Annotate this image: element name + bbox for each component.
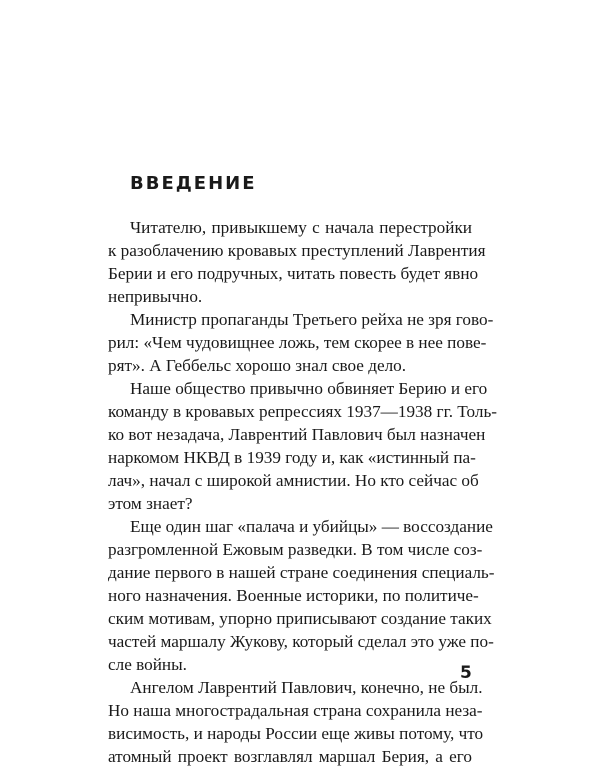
text-line: сле войны. <box>108 655 187 674</box>
text-line: непривычно. <box>108 287 203 306</box>
paragraph-2 <box>108 308 494 377</box>
text-line: атомный проект возглавлял маршал Берия, а его <box>108 747 472 766</box>
text-line: дание первого в нашей стране соединения специаль- <box>108 563 495 582</box>
text-line: Наше общество привычно обвиняет Берию и его <box>130 379 488 398</box>
text-line: Берии и его подручных, читать повесть будет явно <box>108 264 479 283</box>
text-line: ским мотивам, упорно приписывают создание таких <box>108 609 492 628</box>
text-line: разгромленной Ежовым разведки. В том числе соз- <box>108 540 483 559</box>
text-line: Читателю, привыкшему с начала перестройки <box>130 218 472 237</box>
paragraph-3 <box>108 377 498 515</box>
page-number: 5 <box>460 663 472 683</box>
text-line: ко вот незадача, Лаврентий Павлович был назначен <box>108 425 486 444</box>
text-line: Ангелом Лаврентий Павлович, конечно, не был. <box>130 678 483 697</box>
text-line: лач», начал с широкой амнистии. Но кто сейчас об <box>108 471 479 490</box>
text-line: к разоблачению кровавых преступлений Лаврентия <box>108 241 486 260</box>
text-line: частей маршалу Жукову, который сделал это уже по- <box>108 632 494 651</box>
text-line: ного назначения. Военные историки, по политиче- <box>108 586 479 605</box>
text-line: висимость, и народы России еще живы потому, что <box>108 724 484 743</box>
body-text <box>108 216 498 768</box>
text-line: наркомом НКВД в 1939 году и, как «истинный па- <box>108 448 476 467</box>
text-line: Но наша многострадальная страна сохранила неза- <box>108 701 483 720</box>
text-line: этом знает? <box>108 494 193 513</box>
text-line: Еще один шаг «палача и убийцы» — воссоздание <box>130 517 493 536</box>
paragraph-5 <box>108 676 484 768</box>
text-line: рят». А Геббельс хорошо знал свое дело. <box>108 356 407 375</box>
text-line: рил: «Чем чудовищнее ложь, тем скорее в нее пове- <box>108 333 487 352</box>
text-line: команду в кровавых репрессиях 1937—1938 гг. Толь- <box>108 402 498 421</box>
text-line: Министр пропаганды Третьего рейха не зря гово- <box>130 310 494 329</box>
paragraph-1 <box>108 216 486 308</box>
paragraph-4 <box>108 515 495 676</box>
chapter-heading: ВВЕДЕНИЕ <box>130 173 257 194</box>
